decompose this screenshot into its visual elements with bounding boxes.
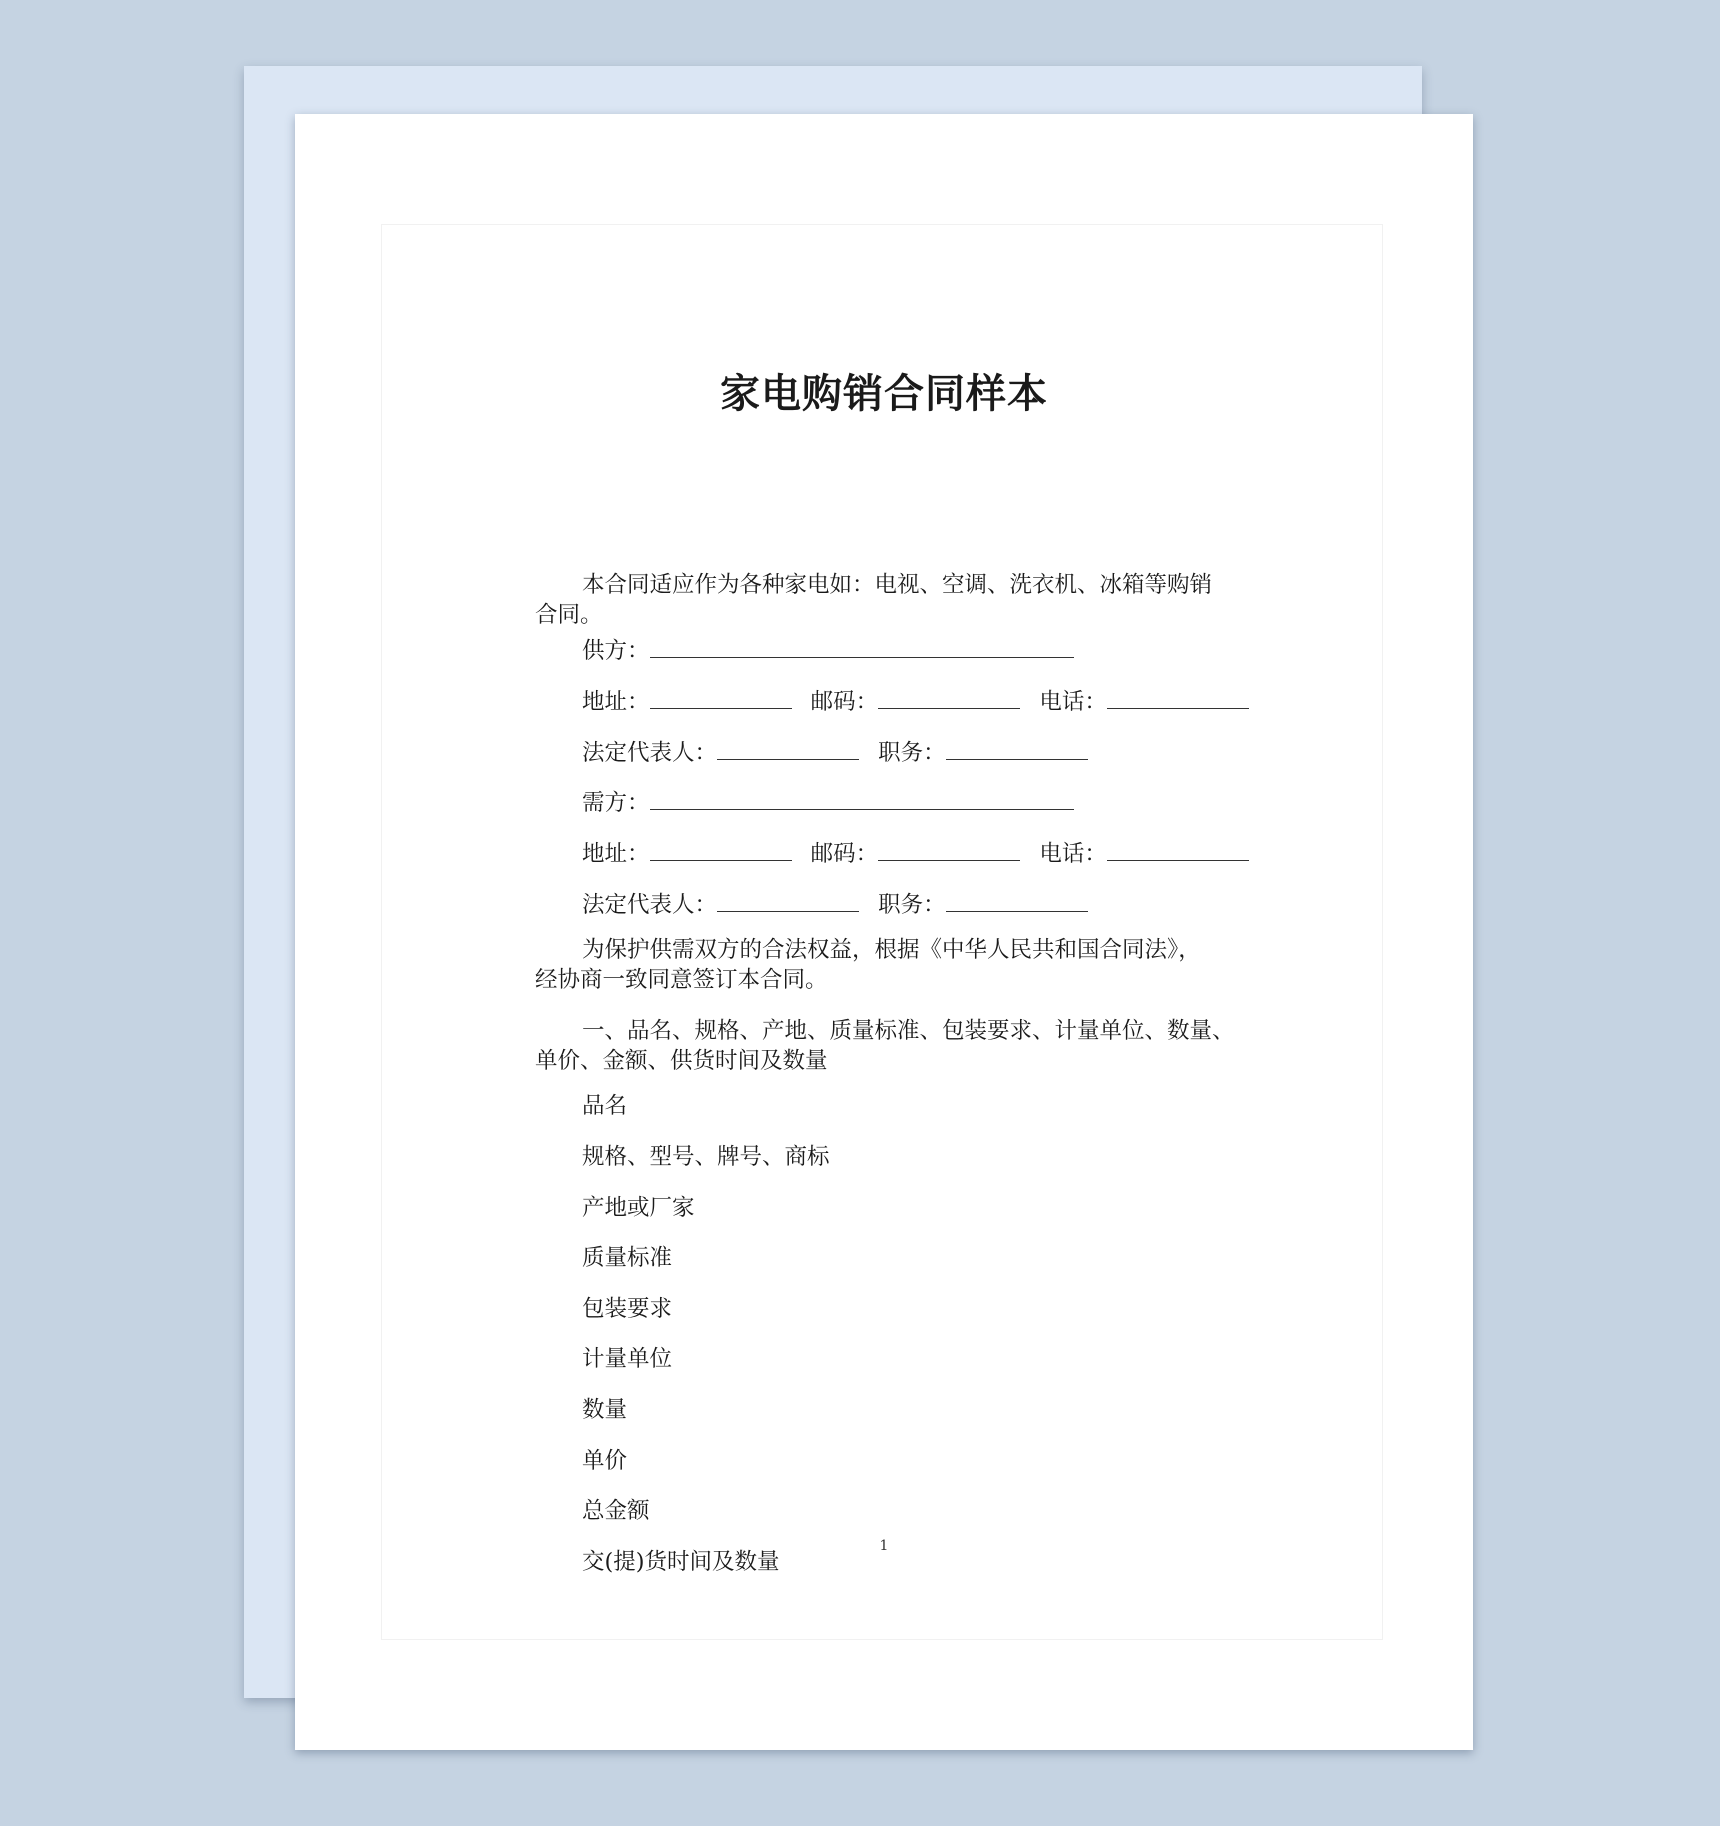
section-1-line-1: 一、品名、规格、产地、质量标准、包装要求、计量单位、数量、 xyxy=(582,1018,1235,1044)
item-line: 产地或厂家 xyxy=(582,1195,695,1221)
supplier-phone-label: 电话： xyxy=(1039,689,1107,715)
buyer-legal-rep-blank[interactable] xyxy=(717,891,859,912)
supplier-legal-rep-blank[interactable] xyxy=(717,739,859,760)
item-line: 计量单位 xyxy=(582,1346,673,1372)
buyer-address-label: 地址： xyxy=(582,841,650,867)
page-margin-guide xyxy=(381,224,1383,1640)
item-line: 规格、型号、牌号、商标 xyxy=(582,1144,830,1170)
buyer-row xyxy=(582,788,1074,818)
section-1-heading xyxy=(535,1016,1255,1076)
preamble-line-2: 经协商一致同意签订本合同。 xyxy=(535,967,828,993)
item-line: 总金额 xyxy=(582,1498,650,1524)
buyer-phone-blank[interactable] xyxy=(1107,840,1249,861)
supplier-legal-rep-label: 法定代表人： xyxy=(582,740,718,766)
section-1-line-2: 单价、金额、供货时间及数量 xyxy=(535,1048,828,1074)
page-number: 1 xyxy=(879,1538,889,1554)
supplier-position-label: 职务： xyxy=(878,740,946,766)
supplier-rep-row xyxy=(582,738,1088,768)
supplier-position-blank[interactable] xyxy=(946,739,1088,760)
supplier-phone-blank[interactable] xyxy=(1107,688,1249,709)
buyer-postcode-blank[interactable] xyxy=(878,840,1020,861)
document-page xyxy=(295,114,1473,1750)
buyer-position-label: 职务： xyxy=(878,892,946,918)
item-line: 数量 xyxy=(582,1397,628,1423)
buyer-postcode-label: 邮码： xyxy=(810,841,879,867)
buyer-phone-label: 电话： xyxy=(1039,841,1107,867)
buyer-address-blank[interactable] xyxy=(650,840,792,861)
intro-line-1: 本合同适应作为各种家电如：电视、空调、洗衣机、冰箱等购销 xyxy=(582,572,1213,598)
buyer-rep-row xyxy=(582,890,1088,920)
item-line: 交(提)货时间及数量 xyxy=(582,1549,780,1575)
document-title: 家电购销合同样本 xyxy=(720,370,1048,417)
supplier-address-blank[interactable] xyxy=(650,688,792,709)
item-line: 单价 xyxy=(582,1448,628,1474)
preamble-paragraph xyxy=(535,935,1255,995)
buyer-contact-row xyxy=(582,839,1249,869)
supplier-row xyxy=(582,636,1074,666)
supplier-address-label: 地址： xyxy=(582,689,650,715)
buyer-position-blank[interactable] xyxy=(946,891,1088,912)
intro-paragraph xyxy=(535,570,1255,630)
item-line: 品名 xyxy=(582,1093,628,1119)
supplier-postcode-label: 邮码： xyxy=(810,689,879,715)
supplier-postcode-blank[interactable] xyxy=(878,688,1020,709)
item-line: 包装要求 xyxy=(582,1296,673,1322)
preamble-line-1: 为保护供需双方的合法权益，根据《中华人民共和国合同法》， xyxy=(582,937,1201,963)
item-line: 质量标准 xyxy=(582,1245,673,1271)
intro-line-2: 合同。 xyxy=(535,602,603,628)
supplier-contact-row xyxy=(582,687,1249,717)
buyer-name-blank[interactable] xyxy=(650,789,1074,810)
supplier-name-blank[interactable] xyxy=(650,637,1074,658)
buyer-legal-rep-label: 法定代表人： xyxy=(582,892,718,918)
buyer-label: 需方： xyxy=(582,790,650,816)
supplier-label: 供方： xyxy=(582,638,650,664)
